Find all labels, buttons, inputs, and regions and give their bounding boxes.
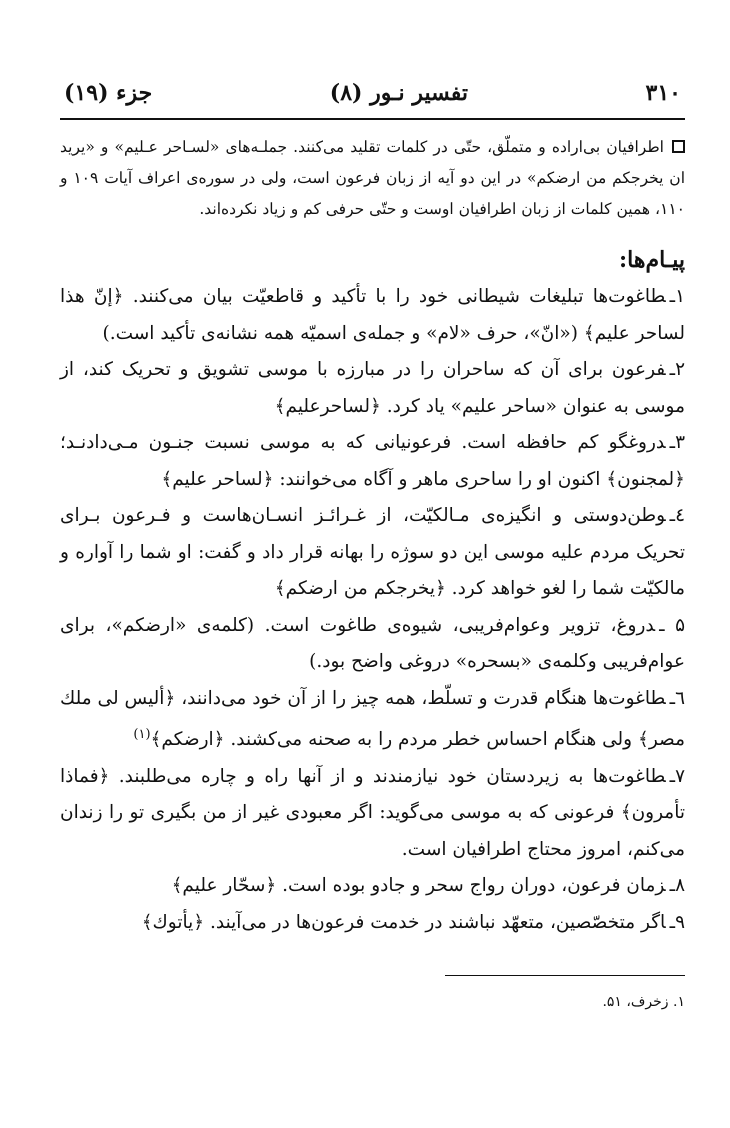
book-title: تفسیر نـور (۸) <box>329 80 468 106</box>
list-item: ۷ـطاغوت‌ها به زیردستان خود نیازمندند و از آنها راه و چاره می‌طلبند. ﴿فماذا تأمرون﴾ فرعونی که به موسی می‌گوید: اگر معبودی غیر از من بگیری تو را زندان می‌کنم، امروز محتاج اطرافیان است. <box>60 765 685 860</box>
note-paragraph <box>60 132 685 225</box>
list-item: ۱ـطاغوت‌ها تبلیغات شیطانی خود را با تأکید و قاطعیّت بیان می‌کنند. ﴿إنّ هذا لساحر علیم﴾ («انّ»، حرف «لام» و جمله‌ی اسمیّه همه نشانه‌ی تأکید است.) <box>60 286 685 344</box>
page-number: ۳۱۰ <box>645 80 681 106</box>
list-item: ۸ـزمان فرعون، دوران رواج سحر و جادو بوده است. ﴿سحّار علیم﴾ <box>171 875 685 897</box>
list-item: ۲ـفرعون برای آن که ساحران را در مبارزه با موسی تشویق و تحریک کند، از موسی به عنوان «ساحر علیم» یاد کرد. ﴿لساحرعلیم﴾ <box>60 359 685 417</box>
list-item: ۵ ـدروغ، تزویر وعوام‌فریبی، شیوه‌ی طاغوت است. (کلمه‌ی «ارضکم»، برای عوام‌فریبی وکلمه‌ی «بسحره» دروغی واضح بود.) <box>60 614 685 672</box>
note-text: اطرافیان بی‌اراده و متملّق، حتّی در کلمات تقلید می‌کنند. جملـه‌های «لسـاحر عـلیم» و «یرید ان یخرجکم من ارضکم» در این دو آیه از زبان فرعون است، ولی در سوره‌ی اعراف آیات ۱۰۹ و ۱۱۰، همین کلمات از زبان اطرافیان اوست و حتّی حرفی کم و زیاد نکرده‌اند. <box>60 138 685 218</box>
messages-list <box>60 279 685 941</box>
list-item: ۳ـدروغگو کم حافظه است. فرعونیانی که به موسی نسبت جنـون مـی‌دادنـد؛ ﴿لمجنون﴾ اکنون او را ساحری ماهر و آگاه می‌خوانند: ﴿لساحر علیم﴾ <box>60 432 685 490</box>
footnote-divider <box>445 975 685 976</box>
list-item: ٦ـطاغوت‌ها هنگام قدرت و تسلّط، همه چیز را از آن خود می‌دانند، ﴿ألیس لی ملك مصر﴾ ولی هنگام احساس خطر مردم را به صحنه می‌کشند. ﴿ارضکم﴾$^{(۱)}$ <box>60 687 685 751</box>
book-page <box>60 80 685 1010</box>
messages-title: پیـام‌ها: <box>619 247 685 273</box>
note-square-icon <box>672 140 685 153</box>
footnote-ref: (۱) <box>133 727 151 742</box>
list-item: ۹ـاگر متخصّصین، متعهّد نباشند در خدمت فرعون‌ها در می‌آیند. ﴿یأتوك﴾ <box>141 911 685 933</box>
part-label: جزء (۱۹) <box>64 80 153 106</box>
page-header <box>60 80 685 120</box>
footnote: ۱. زخرف، ۵۱. <box>602 994 685 1011</box>
list-item: ٤ـوطن‌دوستی و انگیزه‌ی مـالکیّت، از غـرائـز انسـان‌هاست و فـرعون بـرای تحریک مردم علیه موسی این دو سوژه را بهانه قرار داد و گفت: او شما را آواره و مالکیّت شما را لغو خواهد کرد. ﴿یخرجکم من ارضکم﴾ <box>60 505 685 599</box>
